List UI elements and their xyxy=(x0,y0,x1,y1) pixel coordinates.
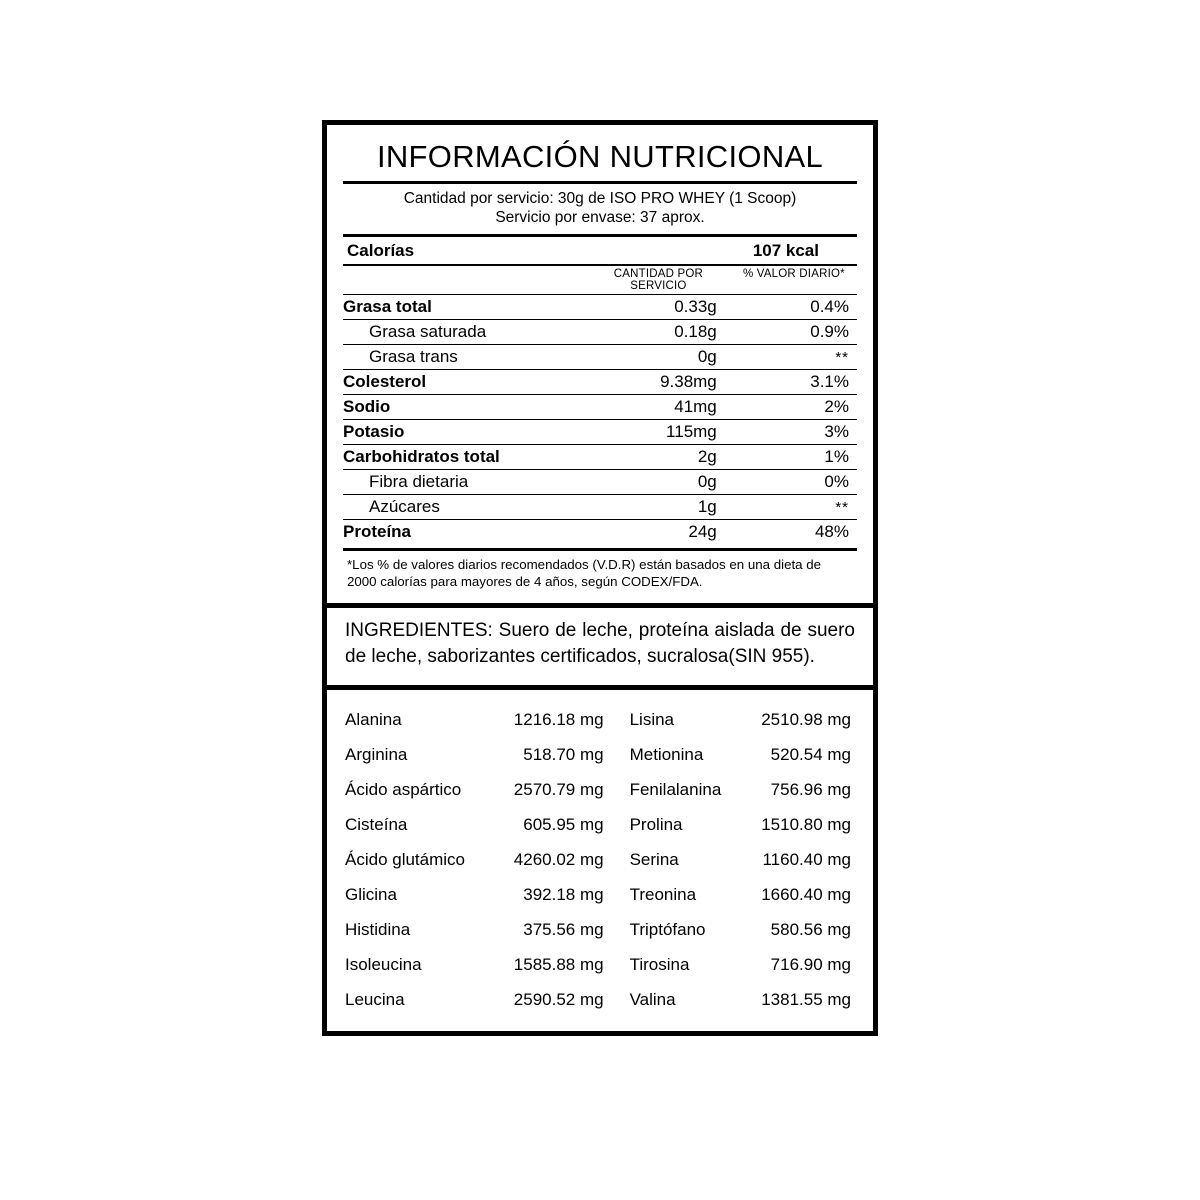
amino-name: Ácido glutámico xyxy=(345,849,466,869)
nutrient-name: Carbohidratos total xyxy=(343,445,600,470)
amino-name: Leucina xyxy=(345,989,405,1009)
table-row xyxy=(345,877,855,912)
table-row xyxy=(343,320,857,345)
nutrient-amount: 9.38mg xyxy=(600,370,739,395)
amino-name: Cisteína xyxy=(345,814,408,834)
amino-name: Prolina xyxy=(629,814,683,834)
nutrient-amount: 41mg xyxy=(600,395,739,420)
nutrient-name: Fibra dietaria xyxy=(343,470,600,495)
dv-header: % VALOR DIARIO* xyxy=(739,265,857,295)
nutrient-amount: 24g xyxy=(600,520,739,545)
servings-per-container: Servicio por envase: 37 aprox. xyxy=(495,209,705,227)
nutrient-dv: 48% xyxy=(739,520,857,545)
amino-value: 1660.40 mg xyxy=(761,884,851,904)
daily-value-footnote: *Los % de valores diarios recomendados (V.D.R) están basados en una dieta de 2000 calorías para mayores de 4 años, según CODEX/FDA. xyxy=(343,548,857,594)
nutrition-facts-panel xyxy=(327,125,873,603)
amino-value: 1160.40 mg xyxy=(762,849,851,869)
amino-name: Tirosina xyxy=(629,954,690,974)
amino-value: 756.96 mg xyxy=(770,779,851,799)
amino-value: 605.95 mg xyxy=(523,814,604,834)
nutrient-dv: 2% xyxy=(739,395,857,420)
table-row xyxy=(343,495,857,520)
table-row xyxy=(345,912,855,947)
amino-value: 2590.52 mg xyxy=(513,989,604,1009)
ingredients-text: Suero de leche, proteína aislada de suero de leche, saborizantes certificados, sucralosa(SIN 955). xyxy=(345,619,855,668)
table-row xyxy=(343,445,857,470)
calories-value: 107 kcal xyxy=(752,241,819,261)
amino-name: Serina xyxy=(629,849,679,869)
amino-value: 518.70 mg xyxy=(523,744,604,764)
serving-info xyxy=(343,181,857,229)
nutrient-dv: ** xyxy=(739,345,857,370)
amino-value: 2570.79 mg xyxy=(513,779,604,799)
nutrient-amount: 0g xyxy=(600,470,739,495)
table-row xyxy=(343,295,857,320)
nutrient-amount: 115mg xyxy=(600,420,739,445)
table-row xyxy=(345,982,855,1017)
nutrient-name: Proteína xyxy=(343,520,600,545)
nutrient-dv: 0.9% xyxy=(739,320,857,345)
table-row xyxy=(345,842,855,877)
amino-name: Histidina xyxy=(345,919,411,939)
amino-name: Triptófano xyxy=(629,919,706,939)
amino-name: Metionina xyxy=(629,744,704,764)
nutrient-name: Grasa trans xyxy=(343,345,600,370)
table-row xyxy=(343,420,857,445)
calories-row xyxy=(343,234,857,264)
nutrition-table xyxy=(343,264,857,544)
nutrient-amount: 0.33g xyxy=(600,295,739,320)
amino-name: Lisina xyxy=(629,709,675,729)
amino-name: Ácido aspártico xyxy=(345,779,462,799)
amino-name: Alanina xyxy=(345,709,402,729)
table-row xyxy=(345,702,855,737)
ingredients-heading: INGREDIENTES: xyxy=(345,619,493,641)
nutrient-amount: 0g xyxy=(600,345,739,370)
table-row xyxy=(343,470,857,495)
nutrient-dv: 0% xyxy=(739,470,857,495)
amino-name: Arginina xyxy=(345,744,408,764)
amino-value: 1381.55 mg xyxy=(761,989,851,1009)
table-column-headers xyxy=(343,265,857,295)
nutrient-name: Potasio xyxy=(343,420,600,445)
table-row xyxy=(345,772,855,807)
amino-value: 716.90 mg xyxy=(770,954,851,974)
nutrient-name: Sodio xyxy=(343,395,600,420)
amino-value: 520.54 mg xyxy=(770,744,851,764)
nutrition-label xyxy=(322,120,878,1036)
nutrient-name: Azúcares xyxy=(343,495,600,520)
amino-value: 1510.80 mg xyxy=(761,814,851,834)
nutrient-dv: 1% xyxy=(739,445,857,470)
blank-header xyxy=(343,265,600,295)
table-row xyxy=(343,520,857,545)
table-row xyxy=(343,395,857,420)
amino-name: Isoleucina xyxy=(345,954,422,974)
amino-acid-section xyxy=(327,690,873,1031)
nutrient-amount: 2g xyxy=(600,445,739,470)
nutrient-name: Grasa saturada xyxy=(343,320,600,345)
table-row xyxy=(345,947,855,982)
amino-name: Valina xyxy=(629,989,676,1009)
amino-value: 580.56 mg xyxy=(770,919,851,939)
calories-label: Calorías xyxy=(347,241,415,261)
serving-size: Cantidad por servicio: 30g de ISO PRO WHEY (1 Scoop) xyxy=(403,189,797,207)
nutrient-dv: 3.1% xyxy=(739,370,857,395)
amino-value: 1216.18 mg xyxy=(513,709,604,729)
amino-name: Treonina xyxy=(629,884,697,904)
amino-value: 375.56 mg xyxy=(523,919,604,939)
nutrient-dv: ** xyxy=(739,495,857,520)
amino-value: 392.18 mg xyxy=(523,884,604,904)
amount-header: CANTIDAD POR SERVICIO xyxy=(600,265,739,295)
amino-acid-table xyxy=(345,702,855,1017)
panel-title: INFORMACIÓN NUTRICIONAL xyxy=(376,139,824,174)
nutrient-dv: 3% xyxy=(739,420,857,445)
nutrient-amount: 0.18g xyxy=(600,320,739,345)
nutrient-amount: 1g xyxy=(600,495,739,520)
table-row xyxy=(345,737,855,772)
nutrient-name: Grasa total xyxy=(343,295,600,320)
amino-value: 2510.98 mg xyxy=(761,709,851,729)
nutrient-name: Colesterol xyxy=(343,370,600,395)
ingredients-section xyxy=(327,608,873,686)
amino-value: 1585.88 mg xyxy=(513,954,604,974)
table-row xyxy=(345,807,855,842)
table-row xyxy=(343,345,857,370)
amino-value: 4260.02 mg xyxy=(513,849,604,869)
amino-name: Fenilalanina xyxy=(629,779,722,799)
nutrient-dv: 0.4% xyxy=(739,295,857,320)
amino-name: Glicina xyxy=(345,884,397,904)
table-row xyxy=(343,370,857,395)
